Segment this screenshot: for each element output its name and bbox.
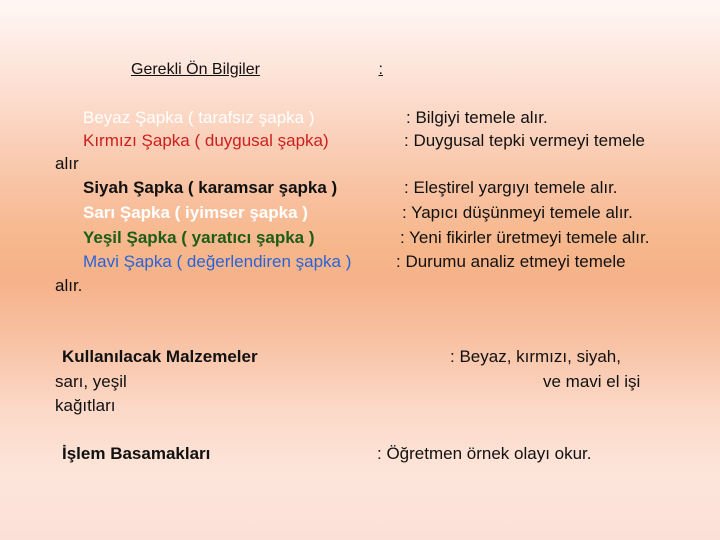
hat-name-white: Beyaz Şapka ( tarafsız şapka ) [83, 108, 315, 127]
hat-name-yellow: Sarı Şapka ( iyimser şapka ) [83, 203, 308, 222]
materials-label: Kullanılacak Malzemeler [62, 347, 258, 366]
hat-name-blue: Mavi Şapka ( değerlendiren şapka ) [83, 252, 352, 271]
hat-desc-blue-wrap: alır. [55, 276, 83, 295]
section-heading: Gerekli Ön Bilgiler [131, 61, 260, 78]
hat-name-red: Kırmızı Şapka ( duygusal şapka) [83, 131, 329, 150]
hat-name-green: Yeşil Şapka ( yaratıcı şapka ) [83, 228, 315, 247]
materials-value-cont: sarı, yeşil [55, 372, 127, 391]
materials-value-right: ve mavi el işi [543, 372, 641, 391]
steps-label: İşlem Basamakları [62, 444, 211, 463]
materials-value-end: kağıtları [55, 396, 116, 415]
hat-desc-blue: : Durumu analiz etmeyi temele [396, 252, 626, 271]
heading-colon: : [378, 61, 383, 78]
steps-value: : Öğretmen örnek olayı okur. [377, 444, 592, 463]
hat-desc-white: : Bilgiyi temele alır. [406, 108, 548, 127]
hat-desc-yellow: : Yapıcı düşünmeyi temele alır. [402, 203, 633, 222]
hat-desc-black: : Eleştirel yargıyı temele alır. [404, 178, 618, 197]
hat-desc-red-wrap: alır [55, 154, 79, 173]
hat-desc-green: : Yeni fikirler üretmeyi temele alır. [400, 228, 650, 247]
materials-value: : Beyaz, kırmızı, siyah, [450, 347, 621, 366]
hat-desc-red: : Duygusal tepki vermeyi temele [404, 131, 645, 150]
hat-name-black: Siyah Şapka ( karamsar şapka ) [83, 178, 338, 197]
